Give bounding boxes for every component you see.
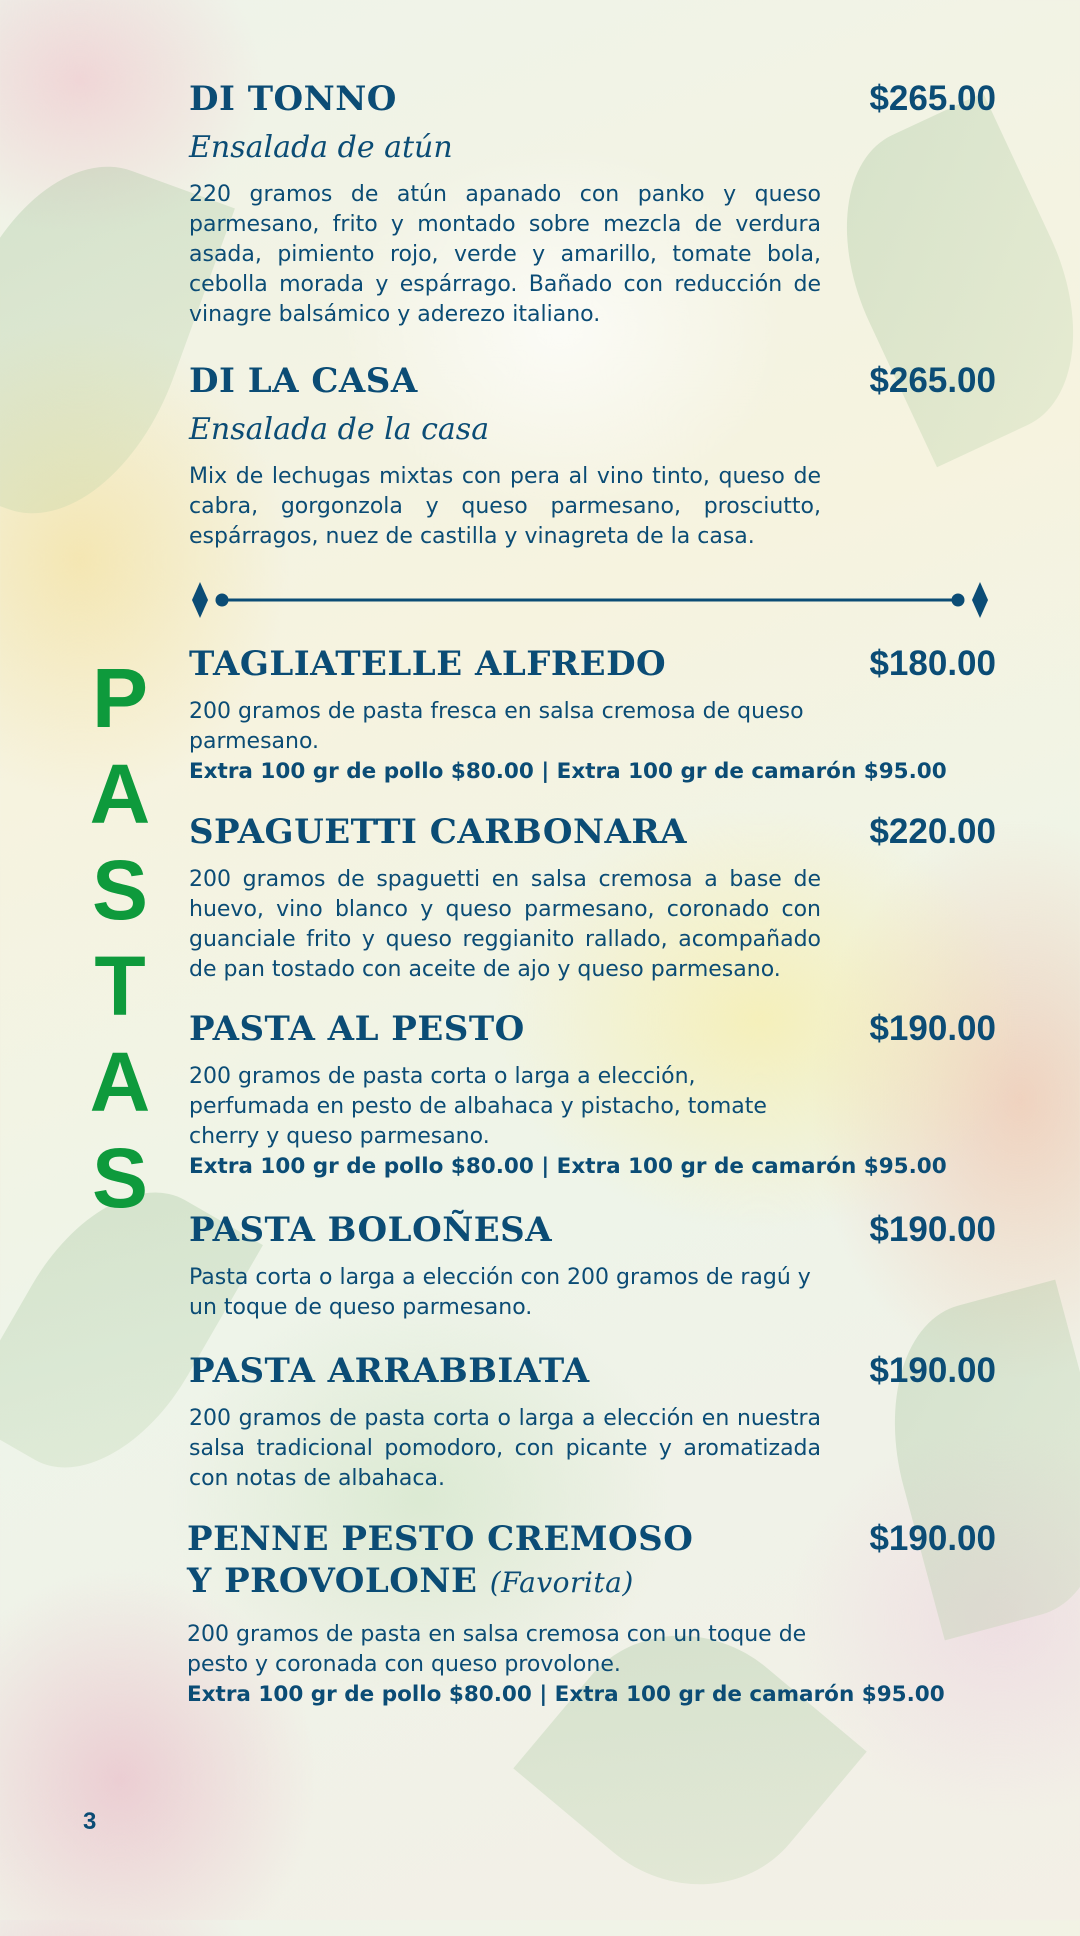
item-price: $190.00	[869, 1009, 996, 1048]
item-name: SPAGUETTI CARBONARA	[189, 812, 688, 852]
item-name-line	[187, 1560, 997, 1604]
item-name: TAGLIATELLE ALFREDO	[189, 644, 667, 684]
item-name-line: PENNE PESTO CREMOSO	[187, 1519, 694, 1559]
item-name: PASTA AL PESTO	[189, 1009, 525, 1049]
item-description: 200 gramos de spaguetti en salsa cremosa a base de huevo, vino blanco y queso parmesano, coronado con guanciale frito y queso reggianito rallado, acompañado de pan tostado con aceite de ajo y queso parmesano.	[189, 867, 821, 982]
menu-item-pasta-bolonesa	[189, 1209, 999, 1323]
section-title-letter: S	[91, 1131, 149, 1225]
menu-item-pasta-arrabbiata	[189, 1350, 999, 1494]
item-price: $180.00	[869, 644, 996, 683]
item-name: DI LA CASA	[189, 361, 418, 401]
item-name: PASTA BOLOÑESA	[189, 1210, 553, 1250]
item-price: $265.00	[869, 361, 996, 400]
item-description: 200 gramos de pasta fresca en salsa cremosa de queso parmesano.	[189, 699, 804, 754]
ornamental-divider	[186, 580, 994, 620]
menu-item-penne-pesto-cremoso	[187, 1518, 997, 1710]
section-title-pastas	[80, 650, 160, 1226]
section-title-letter: S	[91, 843, 149, 937]
menu-item-spaguetti-carbonara	[189, 811, 999, 985]
menu-item-di-tonno	[189, 78, 999, 330]
item-price: $190.00	[869, 1351, 996, 1390]
item-price: $190.00	[869, 1519, 996, 1558]
item-extras: Extra 100 gr de pollo $80.00 | Extra 100 gr de camarón $95.00	[189, 1154, 947, 1179]
item-name: DI TONNO	[189, 79, 397, 119]
section-title-letter: A	[89, 747, 151, 841]
item-extras: Extra 100 gr de pollo $80.00 | Extra 100 gr de camarón $95.00	[189, 759, 947, 784]
item-description: Pasta corta o larga a elección con 200 gramos de ragú y un toque de queso parmesano.	[189, 1265, 811, 1320]
item-description: Mix de lechugas mixtas con pera al vino tinto, queso de cabra, gorgonzola y queso parmesano, prosciutto, espárragos, nuez de castilla y vinagreta de la casa.	[189, 464, 821, 549]
section-title-letter: P	[91, 651, 149, 745]
item-price: $220.00	[869, 812, 996, 851]
section-title-letter: T	[94, 939, 146, 1033]
item-description: 200 gramos de pasta corta o larga a elección en nuestra salsa tradicional pomodoro, con picante y aromatizada con notas de albahaca.	[189, 1406, 821, 1491]
item-description: 200 gramos de pasta corta o larga a elección, perfumada en pesto de albahaca y pistacho, tomate cherry y queso parmesano.	[189, 1064, 767, 1149]
item-name: PASTA ARRABBIATA	[189, 1351, 590, 1391]
menu-item-tagliatelle-alfredo	[189, 643, 999, 787]
item-extras: Extra 100 gr de pollo $80.00 | Extra 100 gr de camarón $95.00	[187, 1682, 945, 1707]
item-description: 220 gramos de atún apanado con panko y queso parmesano, frito y montado sobre mezcla de verdura asada, pimiento rojo, verde y amarillo, tomate bola, cebolla morada y espárrago. Bañado con reducción de vinagre balsámico y aderezo italiano.	[189, 182, 821, 327]
menu-item-pasta-al-pesto	[189, 1008, 999, 1182]
item-subtitle: Ensalada de atún	[189, 130, 453, 165]
item-subtitle: Ensalada de la casa	[189, 412, 490, 447]
page-number: 3	[83, 1808, 97, 1835]
item-name-line-2: Y PROVOLONE	[187, 1561, 478, 1601]
menu-item-di-la-casa	[189, 360, 999, 552]
section-title-letter: A	[89, 1035, 151, 1129]
item-price: $190.00	[869, 1210, 996, 1249]
favorite-tag: (Favorita)	[489, 1566, 634, 1599]
item-price: $265.00	[869, 79, 996, 118]
item-description: 200 gramos de pasta en salsa cremosa con un toque de pesto y coronada con queso provolone.	[187, 1622, 807, 1677]
